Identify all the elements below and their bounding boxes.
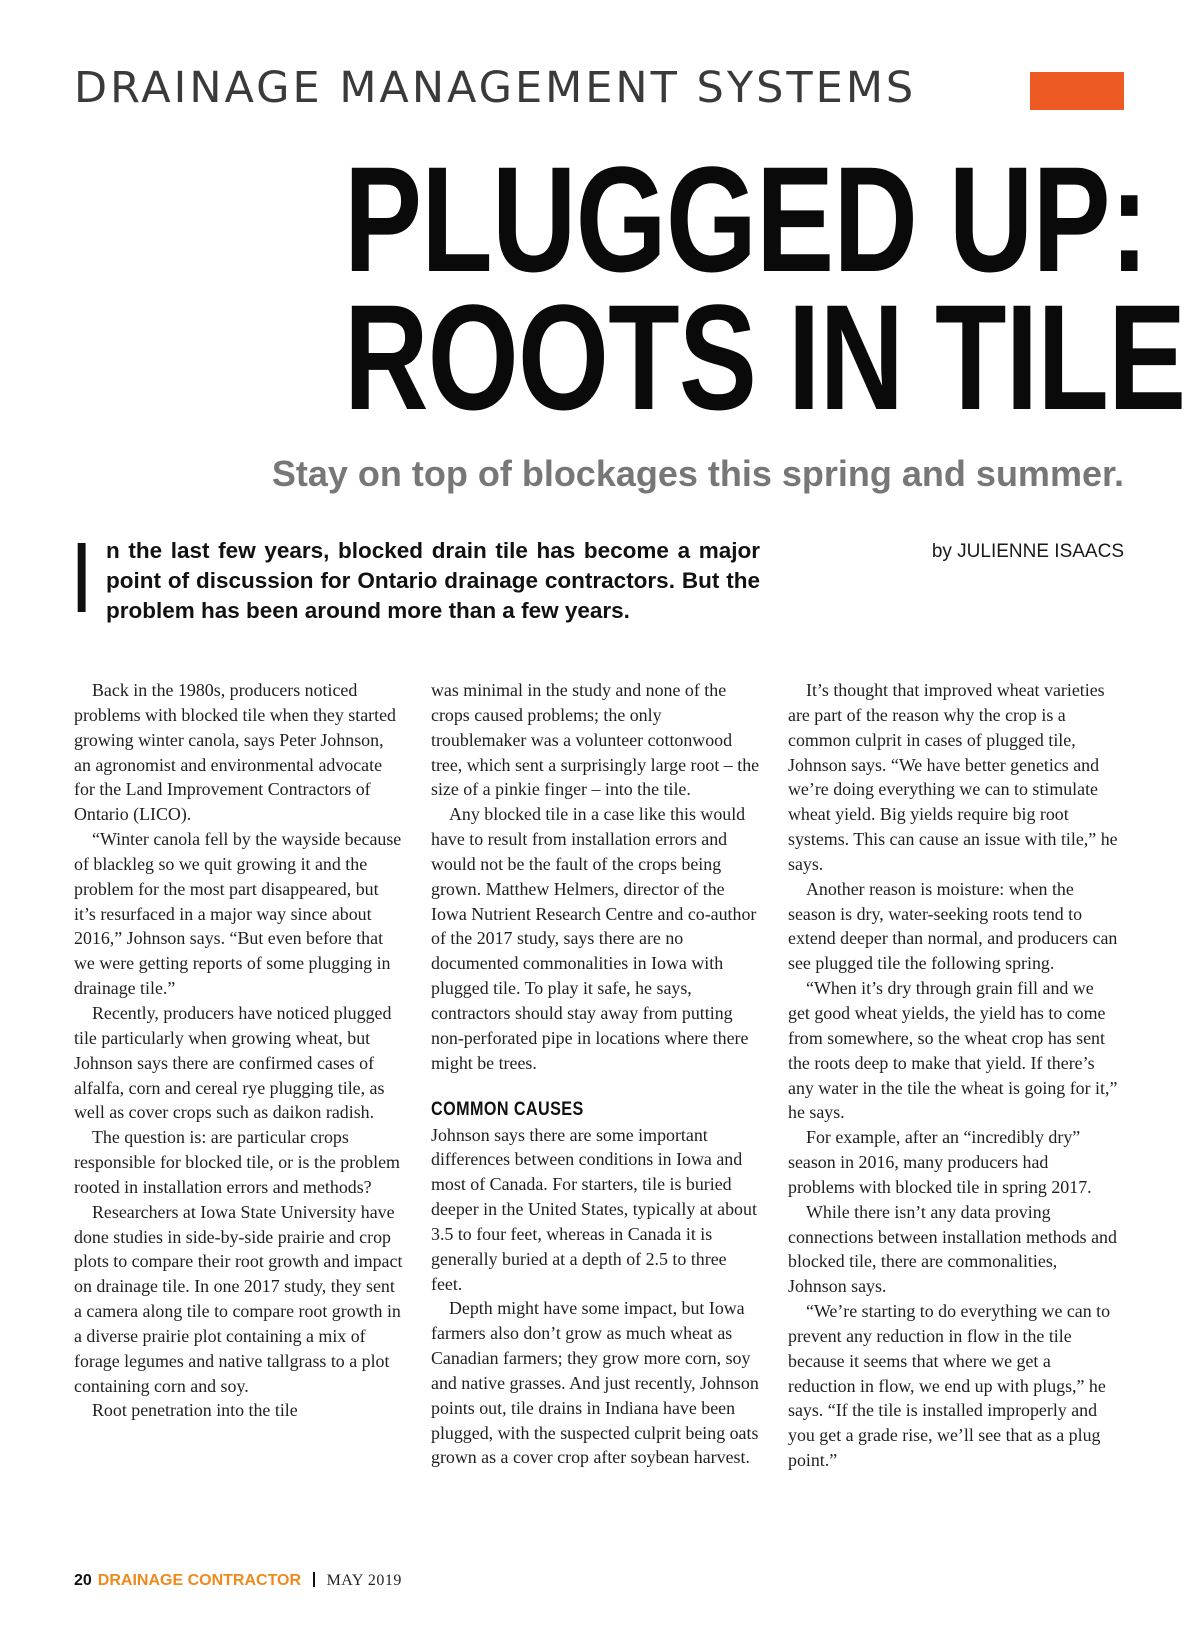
body-column-2 — [431, 678, 761, 1470]
headline-line-1: PLUGGED UP: — [344, 135, 1148, 303]
section-header — [74, 62, 1124, 114]
paragraph: While there isn’t any data proving connections between installation methods and blocked tile, there are commonalities, Johnson says. — [788, 1201, 1117, 1297]
byline: by JULIENNE ISAACS — [931, 541, 1124, 562]
paragraph: Any blocked tile in a case like this would have to result from installation errors and would not be the fault of the crops being grown. Matthew Helmers, director of the Iowa Nutrient Research Centre and co-author of the 2017 study, says there are no documented commonalities in Iowa with plugged tile. To play it safe, he says, contractors should stay away from putting non-perforated pipe in locations where there might be trees. — [431, 804, 757, 1073]
section-accent-block — [1030, 72, 1124, 110]
paragraph: Back in the 1980s, producers noticed problems with blocked tile when they started growing winter canola, says Peter Johnson, an agronomist and environmental advocate for the Land Improvement Contractors of Ontario (LICO). — [74, 680, 396, 825]
body-column-1 — [74, 678, 404, 1423]
paragraph: Researchers at Iowa State University have done studies in side-by-side prairie and crop plots to compare their root growth and impact on drainage tile. In one 2017 study, they sent a camera along tile to compare root growth in a diverse prairie plot containing a mix of forage legumes and native tallgrass to a plot containing corn and soy. — [74, 1201, 403, 1396]
paragraph: Depth might have some impact, but Iowa farmers also don’t grow as much wheat as Canadian farmers; they grow more corn, soy and native grasses. And just recently, Johnson points out, tile drains in Indiana have been plugged, with the suspected culprit being oats grown as a cover crop after soybean harvest. — [431, 1298, 759, 1468]
publication-name: DRAINAGE CONTRACTOR — [97, 1572, 302, 1589]
page-number: 20 — [74, 1572, 92, 1589]
section-title: DRAINAGE MANAGEMENT SYSTEMS — [74, 63, 917, 113]
intro-text: n the last few years, blocked drain tile has become a major point of discussion for Ontario drainage contractors. But the problem has been around more than a few years. — [106, 538, 760, 623]
intro-paragraph — [74, 522, 760, 634]
paragraph: was minimal in the study and none of the crops caused problems; the only troublemaker was a volunteer cottonwood tree, which sent a surprisingly large root – the size of a pinkie finger – into the tile. — [431, 680, 760, 800]
drop-cap: I — [74, 522, 90, 634]
paragraph: For example, after an “incredibly dry” season in 2016, many producers had problems with blocked tile in spring 2017. — [788, 1127, 1092, 1197]
page-footer — [74, 1570, 402, 1592]
article-deck: Stay on top of blockages this spring and summer. — [271, 453, 1124, 494]
paragraph: It’s thought that improved wheat varieties are part of the reason why the crop is a common culprit in cases of plugged tile, Johnson says. “We have better genetics and we’re doing everything we can to stimulate wheat yield. Big yields require big root systems. This can cause an issue with tile,” he says. — [788, 680, 1118, 874]
footer-divider — [313, 1572, 315, 1587]
paragraph: Another reason is moisture: when the season is dry, water-seeking roots tend to extend deeper than normal, and producers can see plugged tile the following spring. — [788, 878, 1118, 974]
paragraph: “Winter canola fell by the wayside because of blackleg so we quit growing it and the problem for the most part disappeared, but it’s resurfaced in a major way since about 2016,” Johnson says. “But even before that we were getting reports of some plugging in drainage tile.” — [74, 829, 402, 999]
paragraph: Johnson says there are some important differences between conditions in Iowa and most of Canada. For starters, tile is buried deeper in the United States, typically at about 3.5 to four feet, whereas in Canada it is generally buried at a depth of 2.5 to three feet. — [431, 1124, 757, 1294]
headline-line-2: ROOTS IN TILE — [344, 273, 1186, 441]
issue-date: MAY 2019 — [326, 1572, 402, 1589]
paragraph: Recently, producers have noticed plugged tile particularly when growing wheat, but Johnson says there are confirmed cases of alfalfa, corn and cereal rye plugging tile, as well as cover crops such as daikon radish. — [74, 1002, 392, 1123]
paragraph: Root penetration into the tile — [92, 1400, 298, 1421]
subhead-common-causes: COMMON CAUSES — [431, 1098, 584, 1120]
paragraph: “When it’s dry through grain fill and we get good wheat yields, the yield has to come from somewhere, so the wheat crop has sent the roots deep to make that yield. If there’s any water in the tile the wheat is going for it,” he says. — [788, 978, 1118, 1123]
article-body — [74, 678, 1126, 1558]
paragraph: The question is: are particular crops responsible for blocked tile, or is the problem rooted in installation errors and methods? — [74, 1127, 400, 1197]
body-column-3 — [788, 678, 1118, 1473]
article-headline — [124, 135, 1186, 441]
paragraph: “We’re starting to do everything we can to prevent any reduction in flow in the tile because it seems that where we get a reduction in flow, we end up with plugs,” he says. “If the tile is installed improperly and you get a grade rise, we’ll see that as a plug point.” — [788, 1301, 1111, 1471]
